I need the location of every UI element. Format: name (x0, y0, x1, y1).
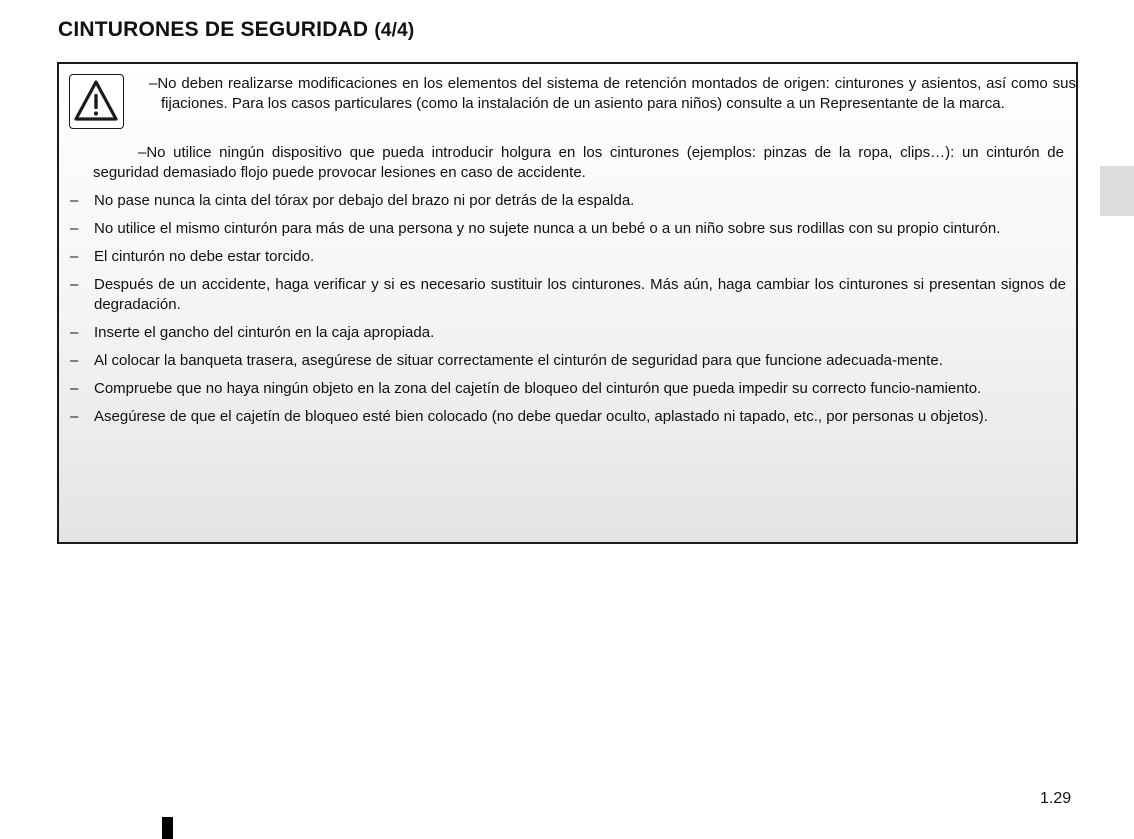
page-edge-mark (162, 817, 173, 839)
page-title-text: CINTURONES DE SEGURIDAD (58, 18, 369, 41)
list-item-text: Al colocar la banqueta trasera, asegúrese de situar correctamente el cinturón de seguridad para que funcione adecuada-mente. (94, 352, 943, 369)
section-side-tab (1100, 166, 1134, 216)
list-item (70, 219, 1066, 239)
list-item (70, 379, 1066, 399)
list-item (70, 275, 1066, 315)
list-item-text: No pase nunca la cinta del tórax por debajo del brazo ni por detrás de la espalda. (94, 192, 635, 209)
list-item (70, 323, 1066, 343)
warning-intro-dash: – (149, 75, 158, 92)
list-dash: – (70, 380, 79, 397)
page-title-part: (4/4) (374, 20, 415, 41)
page-number: 1.29 (1040, 790, 1072, 807)
warning-intro-text-1: No deben realizarse modificaciones en los elementos del sistema de retención montados de origen: cinturones y asientos, así como sus fijaciones. Para los casos particulares (como la instalación de un asiento para niños) consulte a un Representante de la marca. (157, 75, 1076, 112)
list-dash: – (70, 352, 79, 369)
warning-triangle-icon-graphic (70, 75, 122, 127)
list-item (70, 191, 1066, 211)
list-item-text: No utilice el mismo cinturón para más de una persona y no sujete nunca a un bebé o a un niño sobre sus rodillas con su propio cinturón. (94, 220, 1001, 237)
list-item-text: Compruebe que no haya ningún objeto en la zona del cajetín de bloqueo del cinturón que pueda impedir su correcto funcio-namiento. (94, 380, 982, 397)
list-item (70, 247, 1066, 267)
warning-box (57, 62, 1078, 544)
warning-intro-paragraph-2 (93, 143, 1064, 183)
list-item-text: Asegúrese de que el cajetín de bloqueo esté bien colocado (no debe quedar oculto, aplastado ni tapado, etc., por personas u objetos). (94, 408, 988, 425)
list-dash: – (70, 276, 79, 293)
warning-intro-dash-2: – (138, 144, 147, 161)
list-dash: – (70, 192, 79, 209)
warning-intro-paragraph-1 (149, 74, 1076, 114)
list-item (70, 351, 1066, 371)
list-dash: – (70, 408, 79, 425)
warning-triangle-icon (69, 74, 124, 129)
list-item-text: Inserte el gancho del cinturón en la caja apropiada. (94, 324, 435, 341)
list-item (70, 407, 1066, 427)
list-dash: – (70, 248, 79, 265)
warning-intro-text-2: No utilice ningún dispositivo que pueda introducir holgura en los cinturones (ejemplos: pinzas de la ropa, clips…): un cinturón de seguridad demasiado flojo puede provocar lesiones en caso de accidente. (93, 144, 1064, 181)
list-dash: – (70, 220, 79, 237)
page-title (58, 18, 414, 42)
list-item-text: Después de un accidente, haga verificar y si es necesario sustituir los cinturones. Más aún, haga cambiar los cinturones si presentan signos de degradación. (94, 276, 1066, 313)
warning-list (70, 191, 1066, 435)
list-item-text: El cinturón no debe estar torcido. (94, 248, 315, 265)
list-dash: – (70, 324, 79, 341)
